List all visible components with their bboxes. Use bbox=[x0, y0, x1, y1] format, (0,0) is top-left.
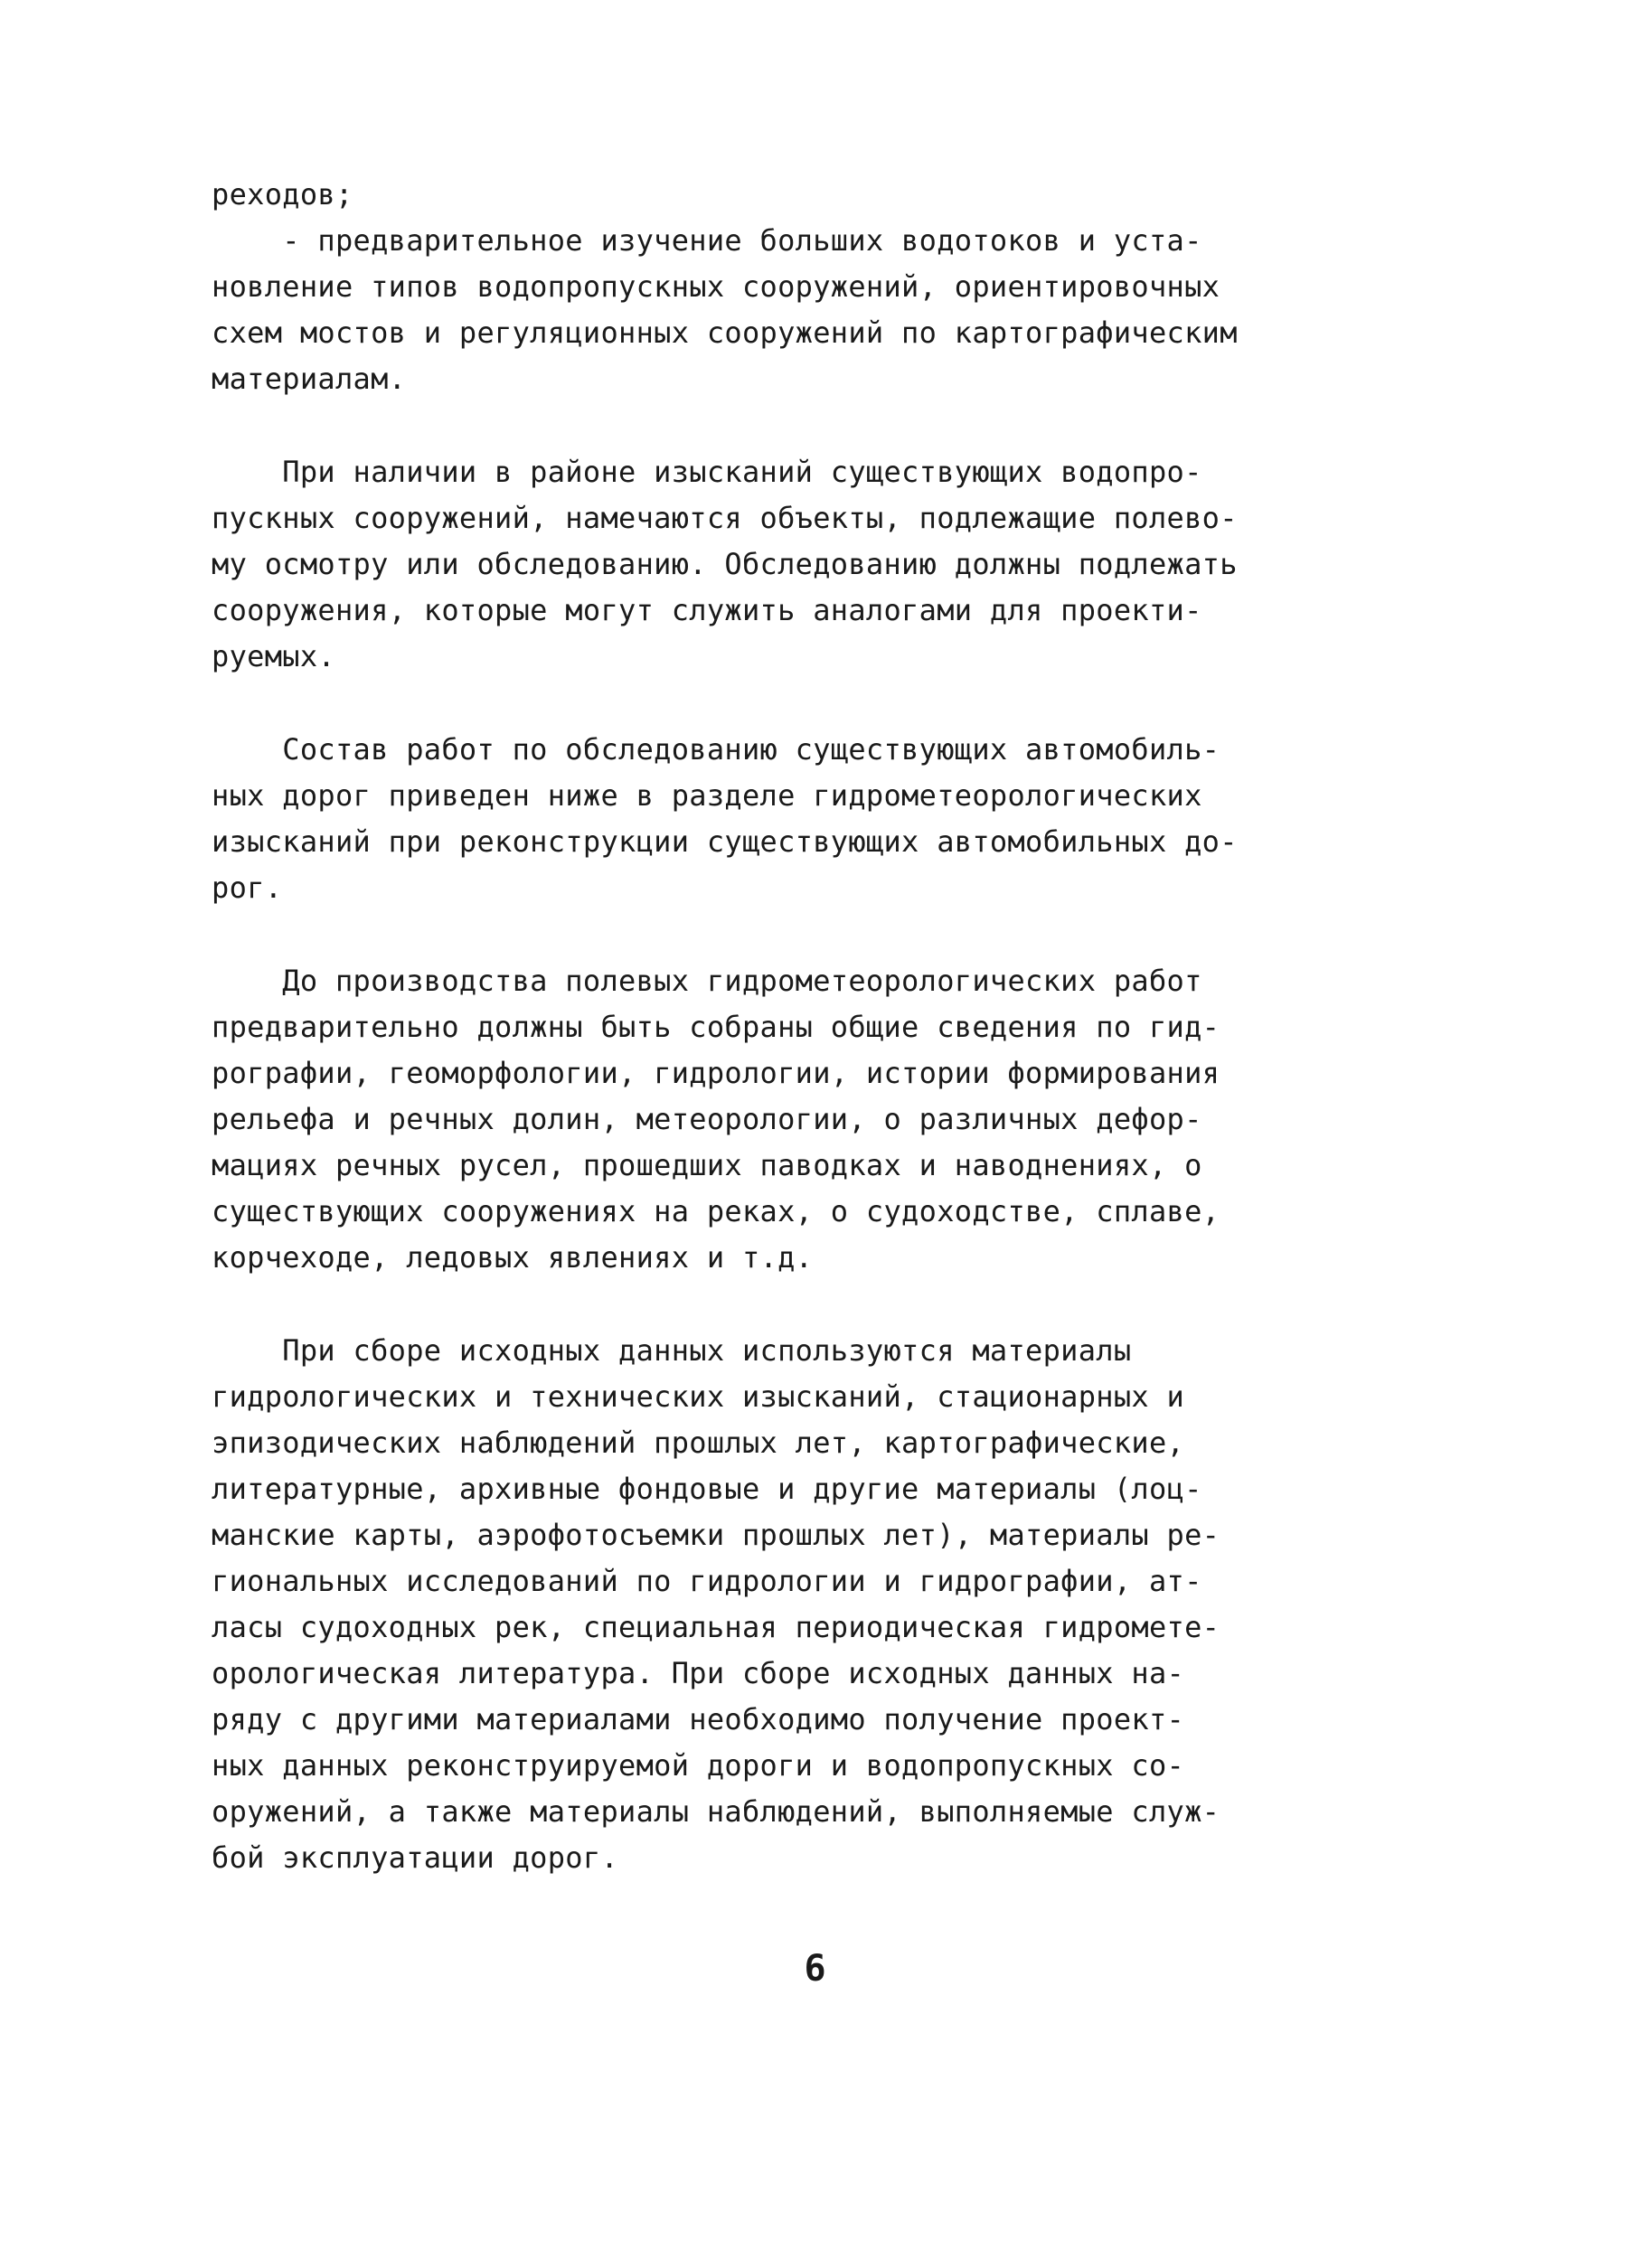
text-line: предварительно должны быть собраны общие сведения по гид- bbox=[212, 1010, 1220, 1044]
text-line: реходов; bbox=[212, 177, 353, 212]
text-line: рог. bbox=[212, 870, 283, 905]
text-line: оружений, а также материалы наблюдений, выполняемые служ- bbox=[212, 1794, 1220, 1829]
text-line: ных дорог приведен ниже в разделе гидрометеорологических bbox=[212, 778, 1202, 813]
paragraph bbox=[212, 1328, 1387, 1881]
text-line: гидрологических и технических изысканий, стационарных и bbox=[212, 1379, 1185, 1414]
text-line: сооружения, которые могут служить аналогами для проекти- bbox=[212, 593, 1202, 627]
paragraph-gap bbox=[212, 1281, 1387, 1328]
paragraph bbox=[212, 218, 1387, 402]
text-line: существующих сооружениях на реках, о судоходстве, сплаве, bbox=[212, 1194, 1220, 1228]
paragraph-gap bbox=[212, 680, 1387, 727]
text-line: - предварительное изучение больших водотоков и уста- bbox=[212, 223, 1202, 258]
text-line: пускных сооружений, намечаются объекты, подлежащие полево- bbox=[212, 501, 1238, 535]
text-line: гиональных исследований по гидрологии и гидрографии, ат- bbox=[212, 1564, 1202, 1598]
text-line: изысканий при реконструкции существующих автомобильных до- bbox=[212, 824, 1238, 859]
text-line: литературные, архивные фондовые и другие материалы (лоц- bbox=[212, 1472, 1202, 1506]
text-line: му осмотру или обследованию. Обследованию должны подлежать bbox=[212, 547, 1238, 581]
text-line: орологическая литература. При сборе исходных данных на- bbox=[212, 1656, 1185, 1690]
text-line: Состав работ по обследованию существующих автомобиль- bbox=[212, 732, 1220, 767]
text-line: руемых. bbox=[212, 639, 335, 673]
text-line: схем мостов и регуляционных сооружений по картографическим bbox=[212, 315, 1238, 350]
text-line: ласы судоходных рек, специальная периодическая гидромете- bbox=[212, 1610, 1220, 1644]
text-line: материалам. bbox=[212, 362, 407, 396]
paragraph bbox=[212, 449, 1387, 680]
text-line: манские карты, аэрофотосъемки прошлых лет), материалы ре- bbox=[212, 1518, 1220, 1552]
text-line: рельефа и речных долин, метеорологии, о различных дефор- bbox=[212, 1102, 1202, 1136]
text-line: До производства полевых гидрометеорологических работ bbox=[212, 964, 1202, 998]
text-line: При сборе исходных данных используются материалы bbox=[212, 1333, 1132, 1368]
text-line: При наличии в районе изысканий существующих водопро- bbox=[212, 455, 1202, 489]
paragraph bbox=[212, 958, 1387, 1281]
paragraph-gap bbox=[212, 402, 1387, 449]
text-line: эпизодических наблюдений прошлых лет, картографические, bbox=[212, 1426, 1185, 1460]
text-line: корчеходе, ледовых явлениях и т.д. bbox=[212, 1240, 814, 1275]
paragraph bbox=[212, 172, 1387, 218]
paragraph-gap bbox=[212, 911, 1387, 958]
page-number: 6 bbox=[804, 1948, 826, 1990]
document-body bbox=[212, 172, 1387, 1881]
text-line: бой эксплуатации дорог. bbox=[212, 1840, 619, 1875]
text-line: ных данных реконструируемой дороги и водопропускных со- bbox=[212, 1748, 1185, 1783]
paragraph bbox=[212, 727, 1387, 911]
text-line: новление типов водопропускных сооружений, ориентировочных bbox=[212, 269, 1220, 304]
text-line: мациях речных русел, прошедших паводках и наводнениях, о bbox=[212, 1148, 1202, 1182]
text-line: ряду с другими материалами необходимо получение проект- bbox=[212, 1702, 1185, 1736]
text-line: рографии, геоморфологии, гидрологии, истории формирования bbox=[212, 1056, 1220, 1090]
